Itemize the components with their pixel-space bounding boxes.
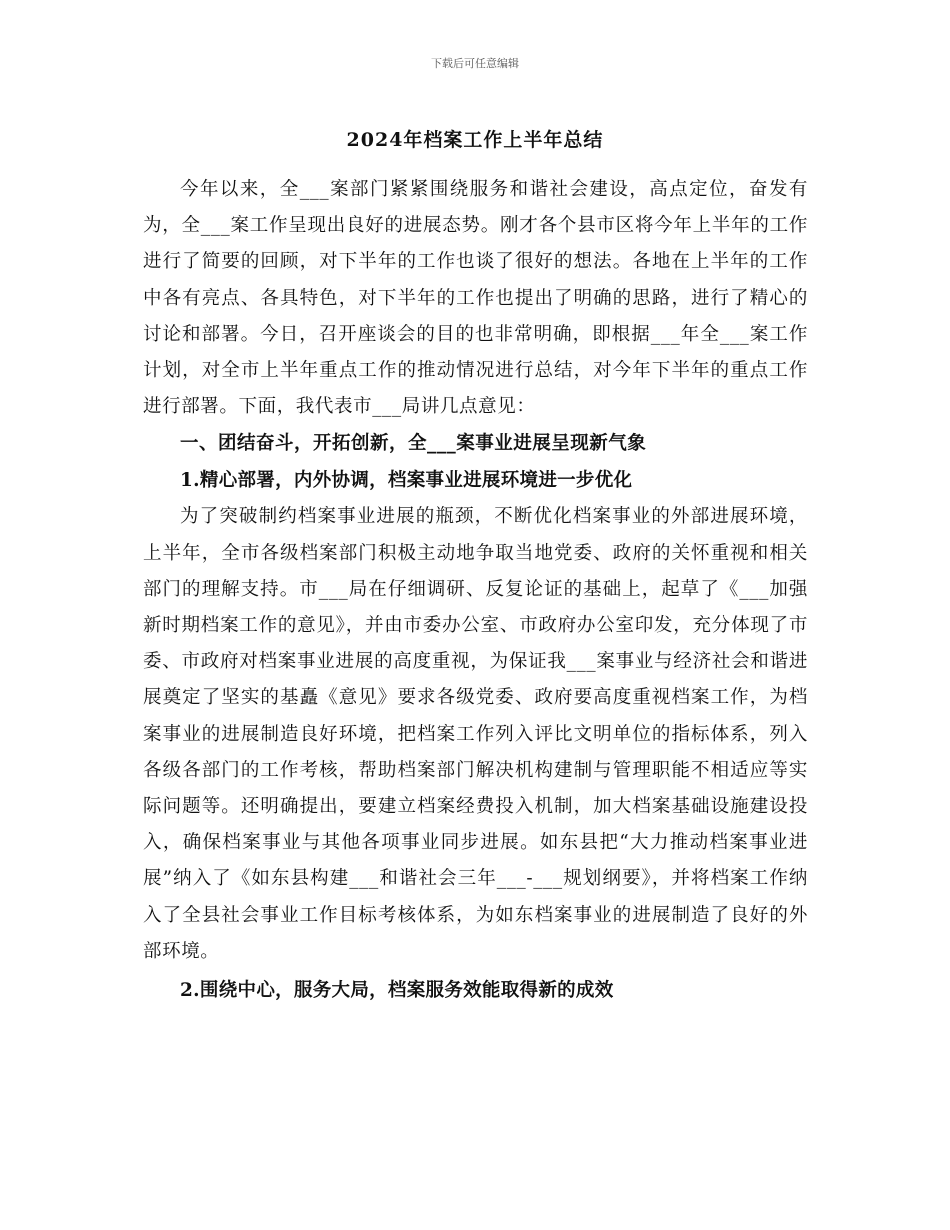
page-header-note: 下载后可任意编辑 xyxy=(431,57,519,70)
intro-paragraph: 今年以来，全___案部门紧紧围绕服务和谐社会建设，高点定位，奋发有为，全___案工作呈现出良好的进展态势。刚才各个县市区将今年上半年的工作进行了简要的回顾，对下半年的工作也谈了很好的想法。各地在上半年的工作中各有亮点、各具特色，对下半年的工作也提出了明确的思路，进行了精心的讨论和部署。今日，召开座谈会的目的也非常明确，即根据___年全___案工作计划，对全市上半年重点工作的推动情况进行总结，对今年下半年的重点工作进行部署。下面，我代表市___局讲几点意见： xyxy=(143,179,808,418)
document-title: 2024年档案工作上半年总结 xyxy=(346,129,604,151)
subsection-body-1: 为了突破制约档案事业进展的瓶颈，不断优化档案事业的外部进展环境，上半年，全市各级档案部门积极主动地争取当地党委、政府的关怀重视和相关部门的理解支持。市___局在仔细调研、反复论证的基础上，起草了《___加强新时期档案工作的意见》，并由市委办公室、市政府办公室印发，充分体现了市委、市政府对档案事业进展的高度重视，为保证我___案事业与经济社会和谐进展奠定了坚实的基矗《意见》要求各级党委、政府要高度重视档案工作，为档案事业的进展制造良好环境，把档案工作列入评比文明单位的指标体系，列入各级各部门的工作考核，帮助档案部门解决机构建制与管理职能不相适应等实际问题等。还明确提出，要建立档案经费投入机制，加大档案基础设施建设投入，确保档案事业与其他各项事业同步进展。如东县把“大力推动档案事业进展”纳入了《如东县构建___和谐社会三年___-___规划纲要》，并将档案工作纳入了全县社会事业工作目标考核体系，为如东档案事业的进展制造了良好的外部环境。 xyxy=(143,506,808,962)
subsection-heading-2: 2.围绕中心，服务大局，档案服务效能取得新的成效 xyxy=(180,980,614,1002)
section-heading-1: 一、团结奋斗，开拓创新，全___案事业进展呈现新气象 xyxy=(180,433,647,455)
subsection-heading-1: 1.精心部署，内外协调，档案事业进展环境进一步优化 xyxy=(180,470,633,492)
document-body xyxy=(143,172,808,1009)
